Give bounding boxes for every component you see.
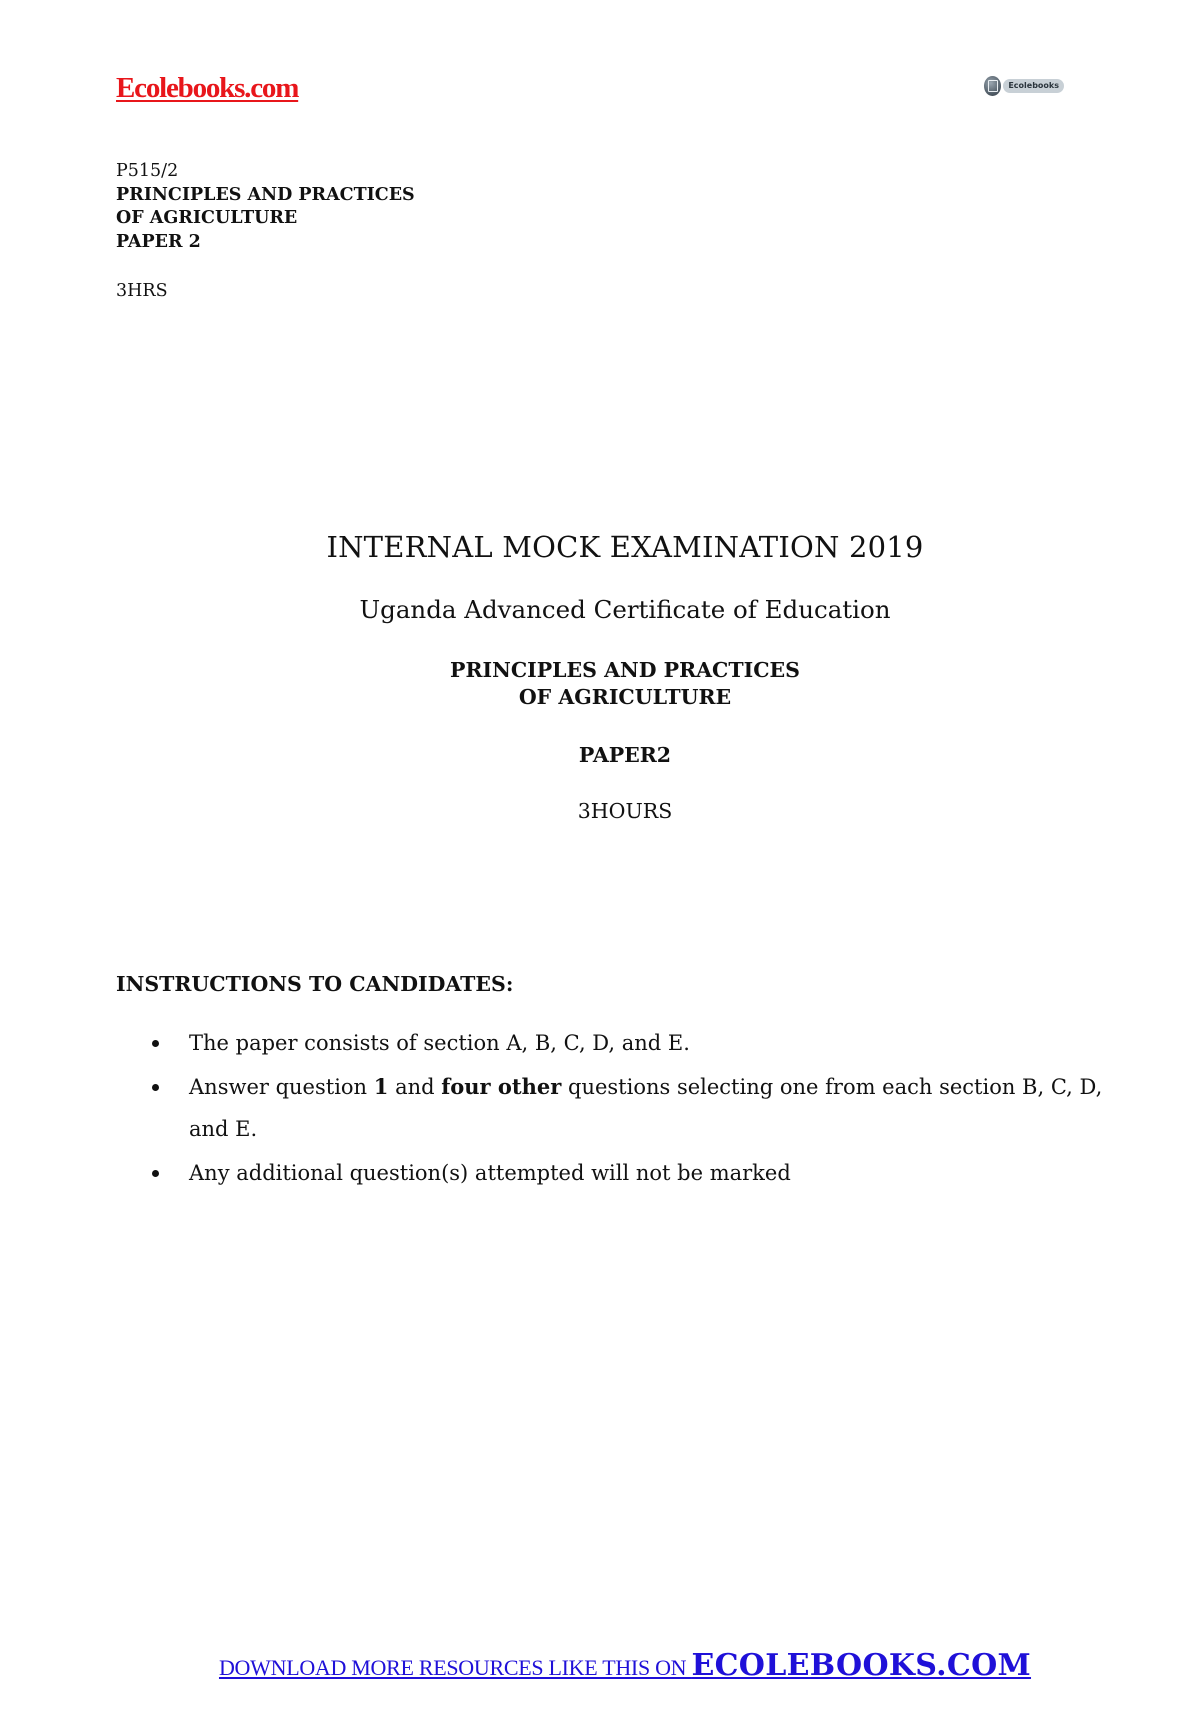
instruction-item: Any additional question(s) attempted will not be marked: [116, 1152, 1146, 1194]
bullet-icon: [152, 1040, 159, 1047]
instruction-item: The paper consists of section A, B, C, D, and E.: [116, 1022, 1146, 1064]
instructions-heading: INSTRUCTIONS TO CANDIDATES:: [116, 972, 514, 996]
footer-prefix: DOWNLOAD MORE RESOURCES LIKE THIS ON: [218, 1655, 692, 1680]
subject-title-line-1: PRINCIPLES AND PRACTICES: [450, 658, 800, 682]
exam-title: INTERNAL MOCK EXAMINATION 2019: [326, 530, 924, 564]
certificate-title: Uganda Advanced Certificate of Education: [359, 595, 891, 624]
ecolebooks-logo: [984, 75, 1064, 97]
instructions-list: [116, 1022, 1146, 1196]
exam-duration: 3HOURS: [577, 799, 673, 823]
instruction-item: Answer question 1 and four other questions selecting one from each section B, C, D, and E.: [116, 1066, 1146, 1150]
footer-site: ECOLEBOOKS.COM: [691, 1648, 1032, 1683]
header-subject-line-2: OF AGRICULTURE: [116, 208, 298, 228]
subject-title-line-2: OF AGRICULTURE: [518, 685, 732, 709]
bullet-icon: [152, 1084, 159, 1091]
paper-header: [116, 160, 415, 254]
book-icon: [984, 76, 1001, 96]
paper-code: P515/2: [116, 161, 179, 181]
bullet-icon: [152, 1170, 159, 1177]
header-paper-number: PAPER 2: [116, 231, 201, 252]
ecolebooks-site-link[interactable]: Ecolebooks.com: [116, 72, 299, 104]
logo-wordmark: Ecolebooks: [1003, 79, 1064, 93]
subject-title: [0, 657, 1190, 711]
header-subject-line-1: PRINCIPLES AND PRACTICES: [116, 184, 415, 205]
paper-title: PAPER2: [578, 743, 672, 767]
header-duration: 3HRS: [116, 281, 168, 301]
download-resources-link[interactable]: [0, 1648, 1190, 1683]
